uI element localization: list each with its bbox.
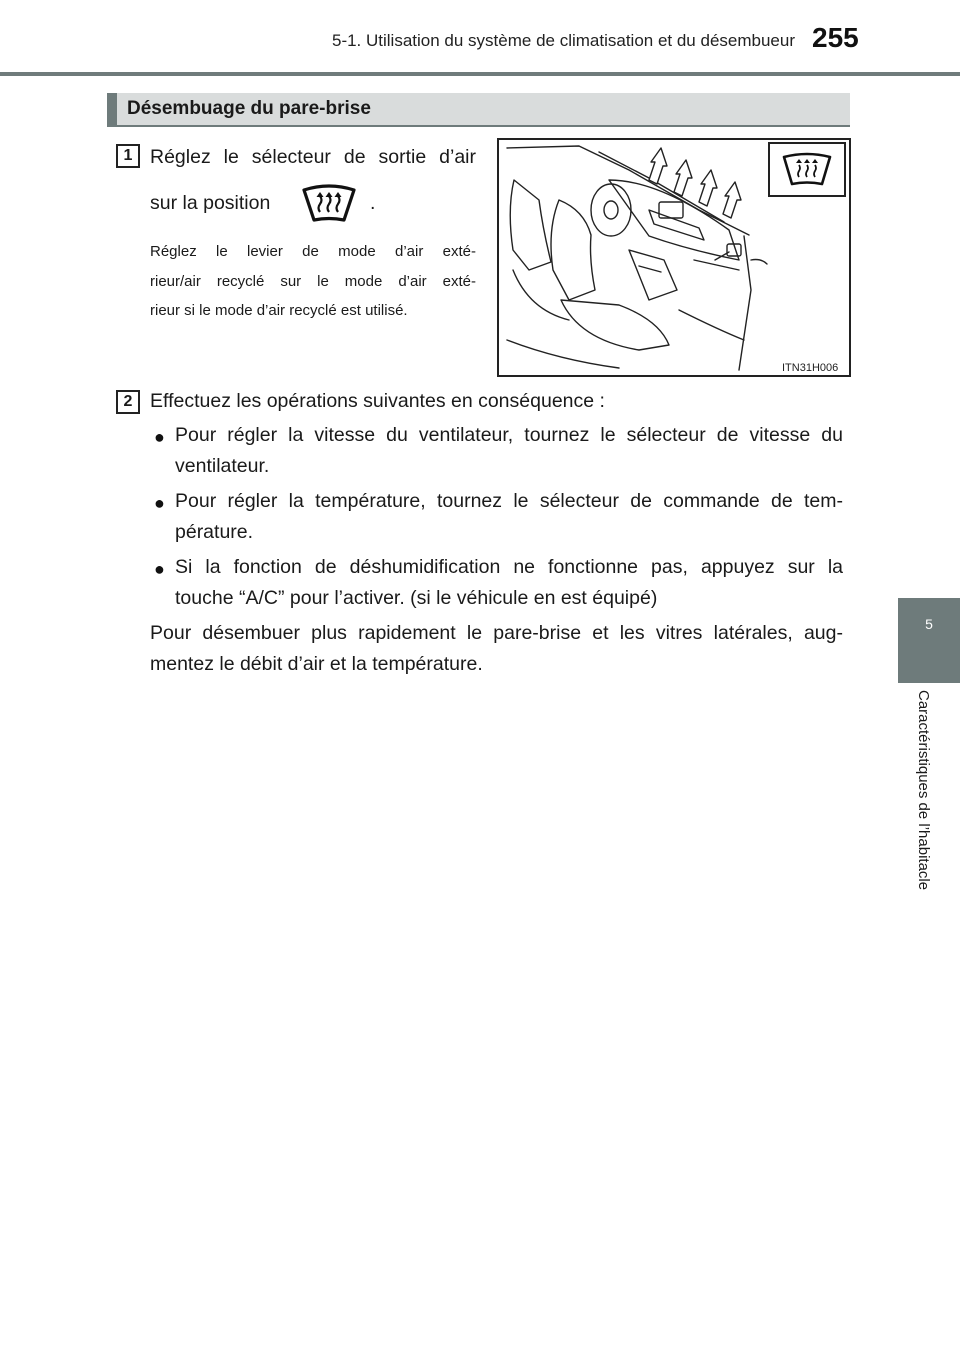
step-1-line-2-prefix: sur la position <box>150 192 271 214</box>
closing-line-1: Pour désembuer plus rapidement le pare-brise et les vitres latérales, aug- <box>150 622 843 644</box>
section-heading: Désembuage du pare-brise <box>127 98 371 119</box>
chapter-tab <box>898 598 960 683</box>
step-1-note-line-3: rieur si le mode d’air recyclé est utilisé. <box>150 302 408 319</box>
figure-code: ITN31H006 <box>782 362 839 374</box>
closing-line-2: mentez le débit d’air et la température. <box>150 653 483 675</box>
bullet-1-line-1: Pour régler la vitesse du ventilateur, tournez le sélecteur de vitesse du <box>175 424 843 446</box>
windshield-defrost-icon <box>770 144 844 195</box>
figure-defrost-button-inset <box>768 142 846 197</box>
step-2-badge: 2 <box>116 390 140 414</box>
bullet-2-line-1: Pour régler la température, tournez le sélecteur de commande de tem- <box>175 490 843 512</box>
step-2-intro: Effectuez les opérations suivantes en conséquence : <box>150 390 605 412</box>
bullet-marker: ● <box>154 559 165 579</box>
bullet-1-line-2: ventilateur. <box>175 455 270 477</box>
running-header-section-title: 5-1. Utilisation du système de climatisation et du désembueur <box>331 31 795 50</box>
bullet-marker: ● <box>154 493 165 513</box>
bullet-2-line-2: pérature. <box>175 521 254 543</box>
bullet-marker: ● <box>154 427 165 447</box>
chapter-tab-number: 5 <box>925 616 933 632</box>
header-rule <box>0 72 960 76</box>
page-number: 255 <box>812 22 859 53</box>
step-1-note-line-1: Réglez le levier de mode d’air exté- <box>150 243 476 260</box>
windshield-defrost-icon <box>298 180 360 226</box>
step-1-line-2-suffix: . <box>370 192 376 214</box>
section-heading-rule <box>107 125 850 127</box>
step-1-line-1: Réglez le sélecteur de sortie d’air <box>150 146 476 168</box>
bullet-3-line-1: Si la fonction de déshumidification ne fonctionne pas, appuyez sur la <box>175 556 843 578</box>
step-1-badge: 1 <box>116 144 140 168</box>
step-1-note-line-2: rieur/air recyclé sur le mode d’air exté- <box>150 273 476 290</box>
section-heading-accent <box>107 93 117 127</box>
bullet-3-line-2: touche “A/C” pour l’activer. (si le véhicule en est équipé) <box>175 587 658 609</box>
chapter-tab-title: Caractéristiques de l’habitacle <box>915 690 932 891</box>
